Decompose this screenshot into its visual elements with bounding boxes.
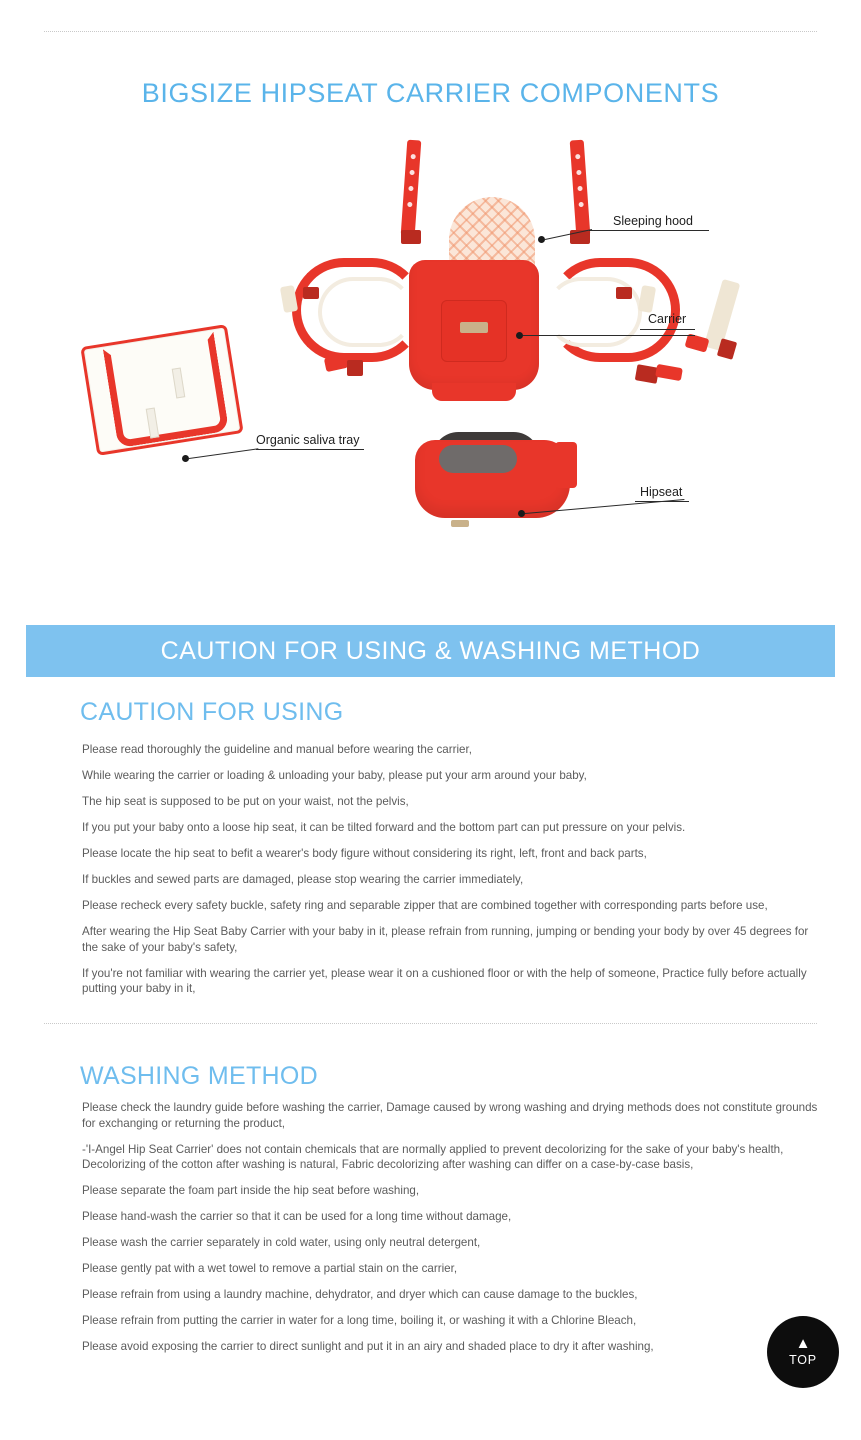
buckle-waist-right — [717, 338, 737, 360]
washing-list — [82, 1100, 822, 1355]
buckle-left-top — [401, 230, 421, 244]
callout-underline-sleeping-hood — [589, 230, 709, 231]
buckle-right-side — [616, 287, 632, 299]
hipseat-pad — [439, 445, 517, 473]
callout-underline-carrier — [640, 329, 695, 330]
buckle-waist-left — [347, 360, 363, 376]
caution-heading: CAUTION FOR USING — [80, 698, 344, 726]
callout-line-carrier — [523, 335, 695, 336]
callout-label-hipseat: Hipseat — [640, 485, 683, 499]
strap-left-top — [401, 140, 422, 237]
divider-top — [44, 31, 817, 32]
triangle-up-icon: ▲ — [795, 1335, 811, 1352]
list-item: Please avoid exposing the carrier to direct sunlight and put it in an airy and shaded place to dry it after washing, — [82, 1340, 654, 1353]
callout-dot-hipseat — [518, 510, 525, 517]
caution-list — [82, 742, 822, 997]
list-item: Please locate the hip seat to befit a wearer's body figure without considering its right, left, front and back parts, — [82, 847, 647, 860]
list-item: Please refrain from putting the carrier in water for a long time, boiling it, or washing it with a Chlorine Bleach, — [82, 1314, 637, 1327]
list-item: Please separate the foam part inside the hip seat before washing, — [82, 1184, 420, 1197]
carrier-bottom-part — [432, 383, 516, 401]
section-banner-title: CAUTION FOR USING & WASHING METHOD — [160, 636, 701, 665]
callout-label-sleeping-hood: Sleeping hood — [613, 214, 693, 228]
shoulder-lining-left — [318, 277, 414, 347]
callout-underline-saliva-tray — [256, 449, 364, 450]
divider-middle — [44, 1023, 817, 1024]
carrier-diagram — [0, 140, 861, 600]
list-item: If you put your baby onto a loose hip seat, it can be tilted forward and the bottom part can put pressure on your pelvis. — [82, 821, 686, 834]
callout-label-saliva-tray: Organic saliva tray — [256, 433, 360, 447]
callout-dot-saliva-tray — [182, 455, 189, 462]
list-item: While wearing the carrier or loading & unloading your baby, please put your arm around your baby, — [82, 769, 587, 782]
list-item: The hip seat is supposed to be put on your waist, not the pelvis, — [82, 795, 409, 808]
list-item: If buckles and sewed parts are damaged, please stop wearing the carrier immediately, — [82, 873, 524, 886]
callout-dot-carrier — [516, 332, 523, 339]
list-item: Please check the laundry guide before washing the carrier, Damage caused by wrong washing and drying methods does not constitute grounds for exchanging or returning the product, — [82, 1101, 818, 1130]
strap-waist-left — [324, 354, 348, 372]
washing-heading: WASHING METHOD — [80, 1062, 318, 1090]
scroll-to-top-label: TOP — [789, 1353, 817, 1367]
page-title: BIGSIZE HIPSEAT CARRIER COMPONENTS — [141, 78, 720, 108]
hipseat-tab — [451, 520, 469, 527]
saliva-tray-strap — [103, 332, 229, 448]
list-item: If you're not familiar with wearing the carrier yet, please wear it on a cushioned floor or with the help of someone, Practice fully before actually putting your baby in it, — [82, 966, 807, 995]
section-banner — [26, 625, 835, 677]
scroll-to-top-button[interactable] — [767, 1316, 839, 1388]
callout-dot-sleeping-hood — [538, 236, 545, 243]
buckle-left-side — [303, 287, 319, 299]
list-item: -'I-Angel Hip Seat Carrier' does not contain chemicals that are normally applied to prevent decolorizing for the sake of your baby's health, Decolorizing of the cotton after washing is natural, Fabric decolorizing after washing can differ on a case-by-case basis, — [82, 1142, 784, 1171]
hipseat-belt — [555, 442, 577, 488]
carrier-brand-tag — [460, 322, 488, 333]
strap-right-lower — [655, 364, 683, 381]
list-item: Please gently pat with a wet towel to remove a partial stain on the carrier, — [82, 1262, 458, 1275]
list-item: After wearing the Hip Seat Baby Carrier with your baby in it, please refrain from running, jumping or bending your body by over 45 degrees for the sake of your baby's safety, — [82, 925, 809, 954]
list-item: Please recheck every safety buckle, safety ring and separable zipper that are combined together with corresponding parts before use, — [82, 899, 768, 912]
list-item: Please refrain from using a laundry machine, dehydrator, and dryer which can cause damage to the buckles, — [82, 1288, 638, 1301]
list-item: Please hand-wash the carrier so that it can be used for a long time without damage, — [82, 1210, 512, 1223]
list-item: Please read thoroughly the guideline and manual before wearing the carrier, — [82, 743, 472, 756]
list-item: Please wash the carrier separately in cold water, using only neutral detergent, — [82, 1236, 481, 1249]
callout-underline-hipseat — [635, 501, 689, 502]
callout-label-carrier: Carrier — [648, 312, 687, 326]
callout-line-saliva-tray — [189, 448, 258, 459]
strap-right-top — [570, 140, 591, 237]
